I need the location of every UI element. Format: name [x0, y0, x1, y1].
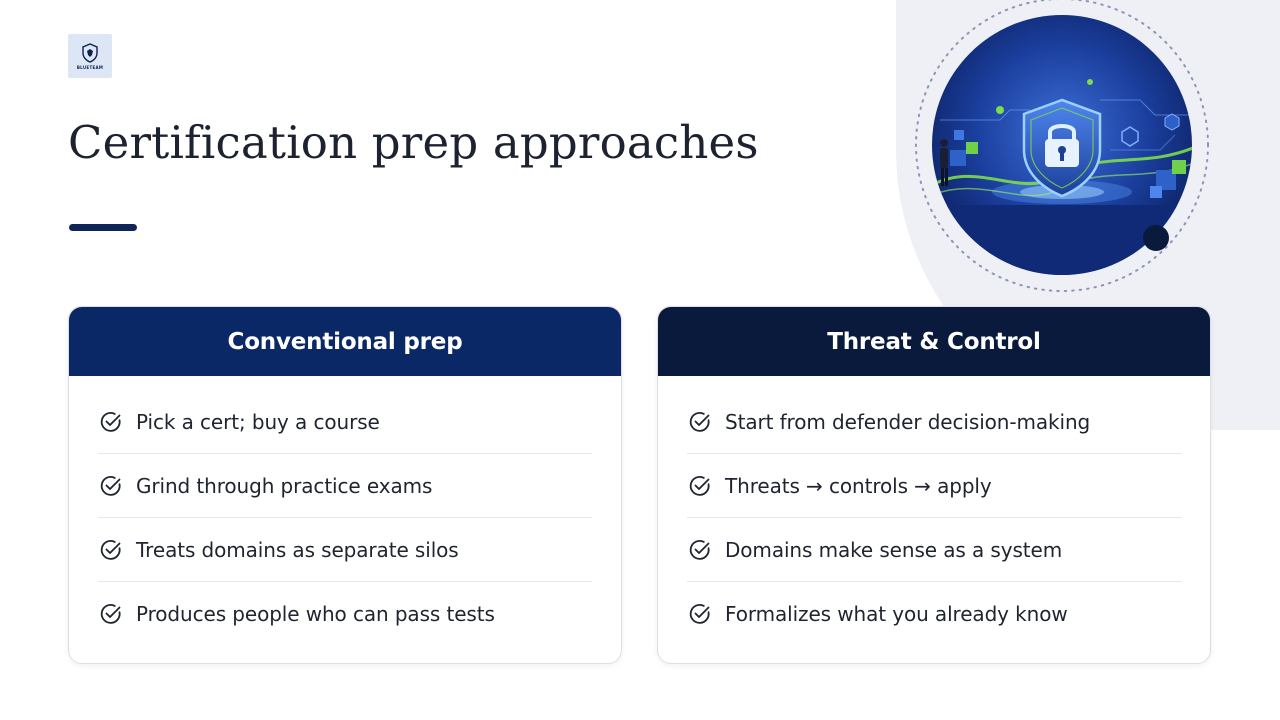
list-item [687, 582, 1181, 646]
check-circle-icon [98, 409, 124, 435]
card-list [658, 376, 1210, 646]
check-circle-icon [687, 409, 713, 435]
list-item-text: Threats → controls → apply [725, 473, 992, 498]
title-underline [69, 224, 137, 231]
card-list [69, 376, 621, 646]
check-circle-icon [687, 537, 713, 563]
check-circle-icon [687, 601, 713, 627]
list-item [98, 518, 592, 582]
check-circle-icon [98, 537, 124, 563]
list-item [687, 454, 1181, 518]
card-header: Threat & Control [658, 307, 1210, 376]
list-item-text: Pick a cert; buy a course [136, 409, 380, 434]
list-item-text: Start from defender decision-making [725, 409, 1091, 434]
list-item [98, 582, 592, 646]
check-circle-icon [98, 601, 124, 627]
slide-title: Certification prep approaches [68, 116, 759, 169]
list-item-text: Grind through practice exams [136, 473, 433, 498]
card-header: Conventional prep [69, 307, 621, 376]
list-item-text: Produces people who can pass tests [136, 602, 495, 626]
brand-logo-text: BLUETEAM [76, 65, 104, 70]
check-circle-icon [687, 473, 713, 499]
conventional-prep-card [68, 306, 622, 664]
check-circle-icon [98, 473, 124, 499]
list-item [687, 518, 1181, 582]
list-item [98, 454, 592, 518]
shield-lock-illustration [910, 0, 1220, 300]
list-item-text: Formalizes what you already know [725, 602, 1068, 626]
brand-logo-icon [79, 42, 101, 64]
list-item-text: Treats domains as separate silos [136, 537, 459, 562]
list-item [687, 390, 1181, 454]
list-item [98, 390, 592, 454]
brand-logo [68, 34, 112, 78]
threat-control-card [657, 306, 1211, 664]
list-item-text: Domains make sense as a system [725, 537, 1063, 562]
